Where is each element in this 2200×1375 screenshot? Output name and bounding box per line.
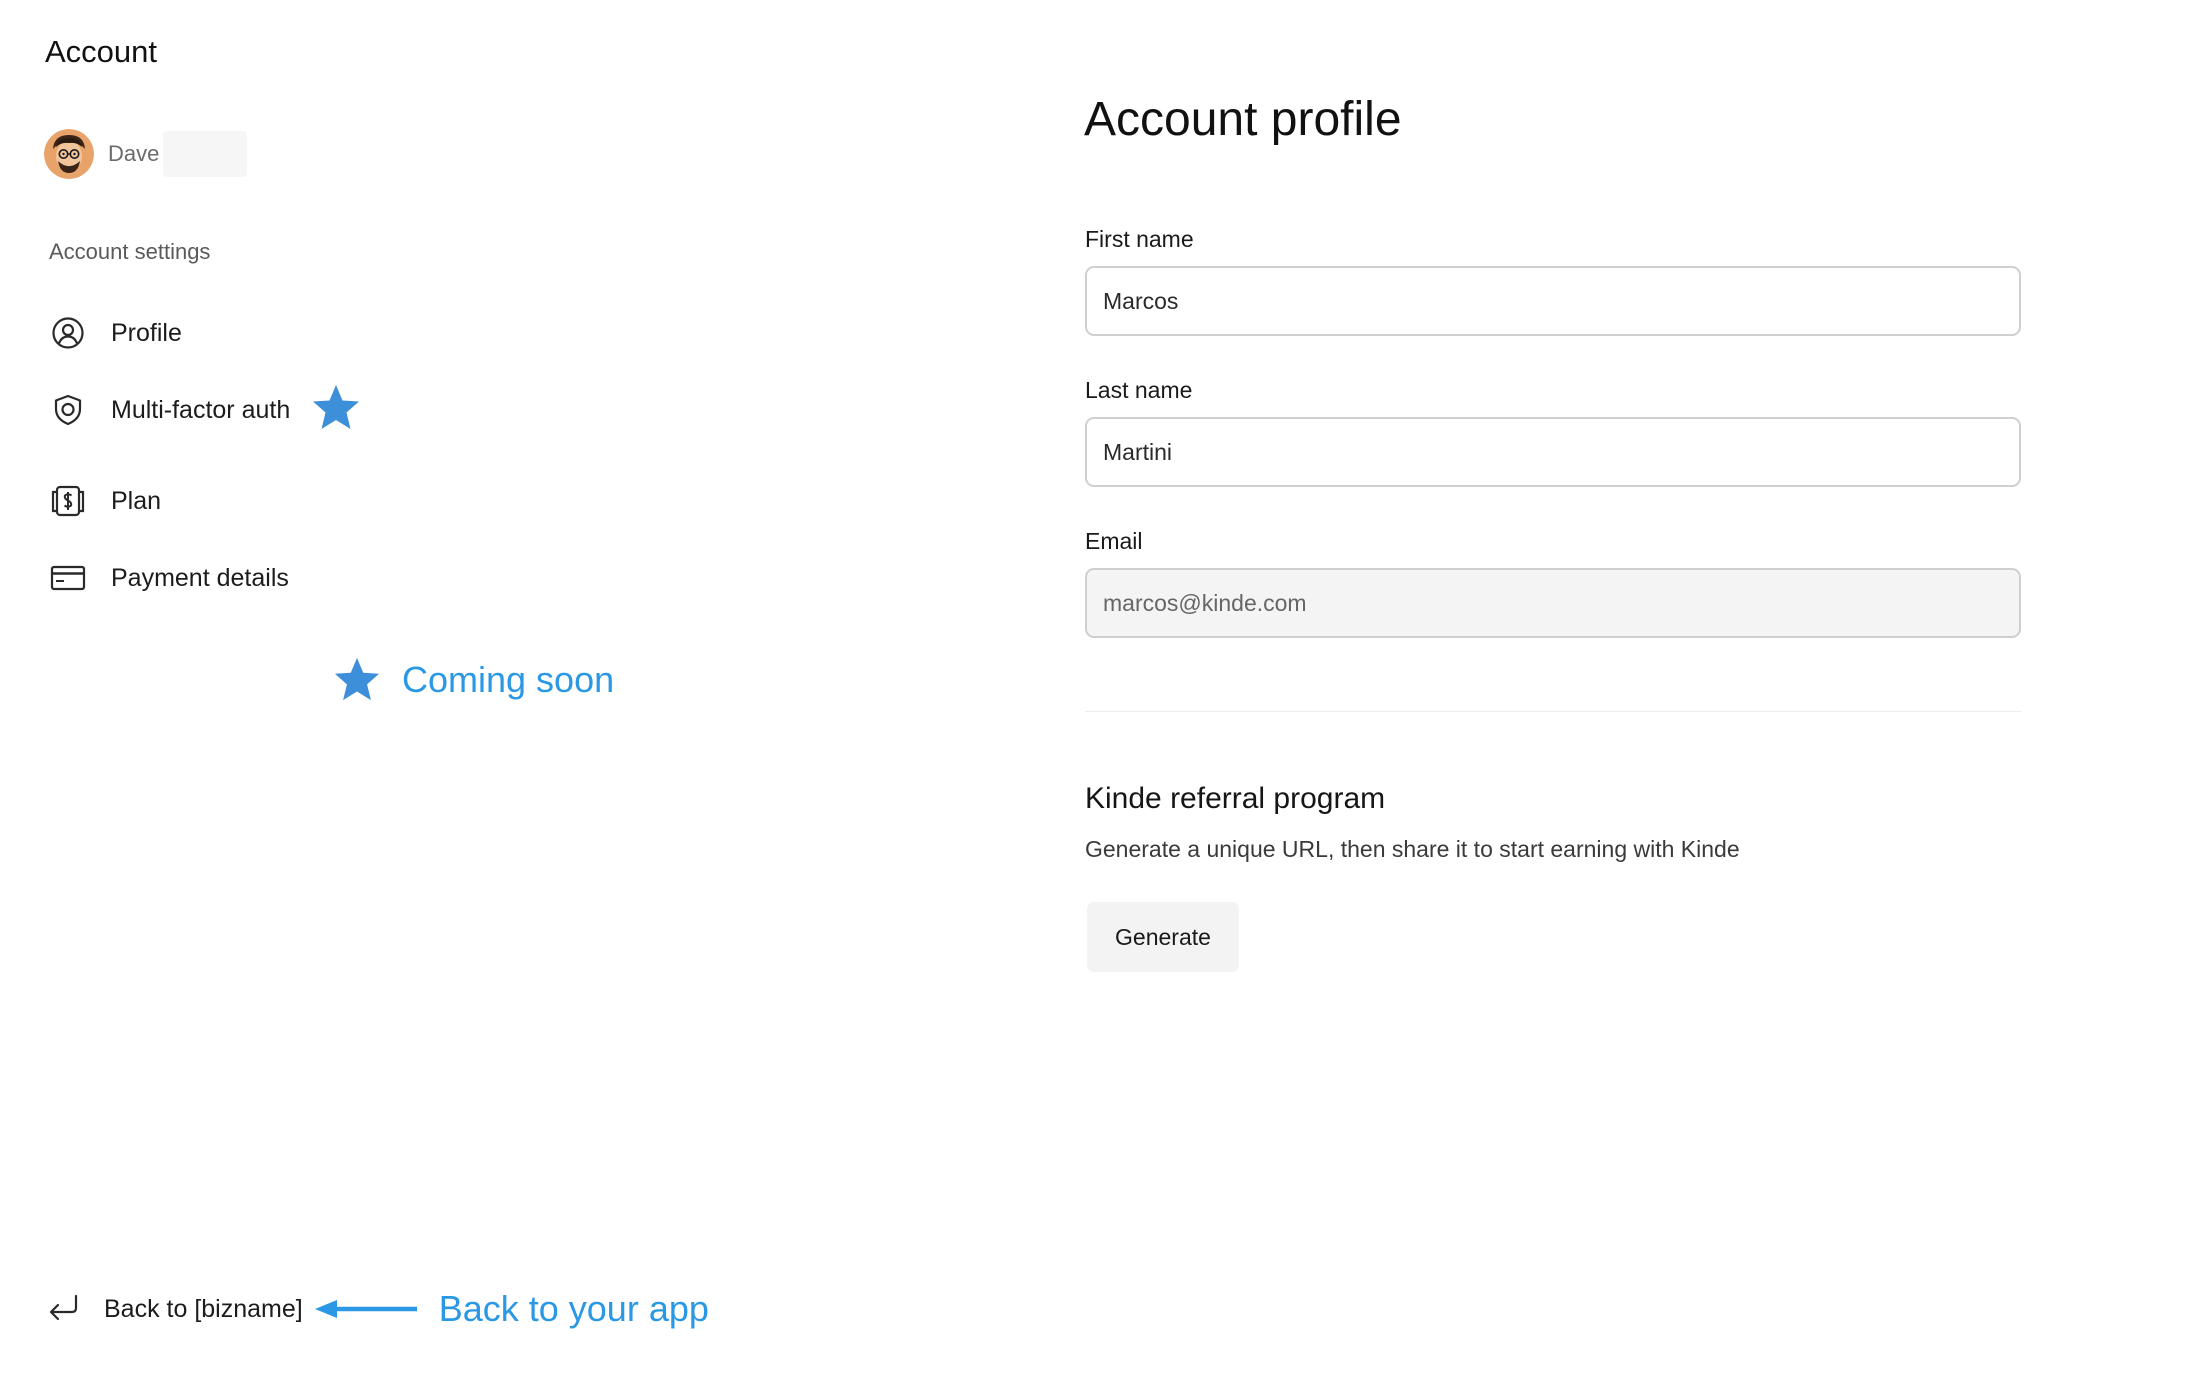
user-name: Dave — [108, 141, 160, 166]
referral-title: Kinde referral program — [1085, 782, 1386, 815]
referral-description: Generate a unique URL, then share it to start earning with Kinde — [1085, 836, 1740, 862]
sidebar-item-payment-details[interactable] — [48, 555, 289, 601]
sidebar-item-multi-factor-auth[interactable] — [48, 387, 362, 433]
sidebar-item-label: Plan — [111, 486, 162, 515]
arrow-left-icon — [313, 1297, 419, 1321]
redacted-surname — [163, 131, 247, 177]
avatar — [44, 129, 94, 179]
sidebar-item-profile[interactable] — [48, 310, 182, 356]
last-name-label: Last name — [1085, 377, 1193, 403]
coming-soon-label: Coming soon — [402, 659, 615, 700]
user-circle-icon — [48, 313, 88, 353]
generate-button[interactable]: Generate — [1087, 902, 1239, 972]
sidebar-item-label: Profile — [111, 318, 182, 347]
back-to-your-app-annotation: Back to your app — [438, 1288, 709, 1329]
credit-card-icon — [48, 558, 88, 598]
last-name-input[interactable] — [1085, 417, 2021, 487]
sidebar-title: Account — [45, 34, 158, 69]
return-arrow-icon — [46, 1290, 82, 1329]
email-label: Email — [1085, 528, 1143, 554]
section-divider — [1085, 711, 2021, 712]
sidebar-item-label: Multi-factor auth — [111, 395, 291, 424]
email-field[interactable] — [1085, 568, 2021, 638]
user-profile — [44, 128, 247, 180]
sidebar-item-label: Payment details — [111, 563, 289, 592]
first-name-label: First name — [1085, 226, 1194, 252]
star-icon — [310, 383, 362, 433]
back-link-label: Back to [bizname] — [104, 1294, 303, 1323]
first-name-input[interactable] — [1085, 266, 2021, 336]
back-to-app-link[interactable] — [46, 1290, 303, 1329]
section-label-account-settings: Account settings — [49, 239, 211, 264]
shield-icon — [48, 390, 88, 430]
plan-icon — [48, 481, 88, 521]
back-row — [46, 1286, 709, 1332]
page-title: Account profile — [1084, 93, 1402, 146]
sidebar-item-plan[interactable] — [48, 478, 161, 524]
star-icon — [332, 656, 382, 704]
coming-soon-annotation — [332, 656, 614, 704]
